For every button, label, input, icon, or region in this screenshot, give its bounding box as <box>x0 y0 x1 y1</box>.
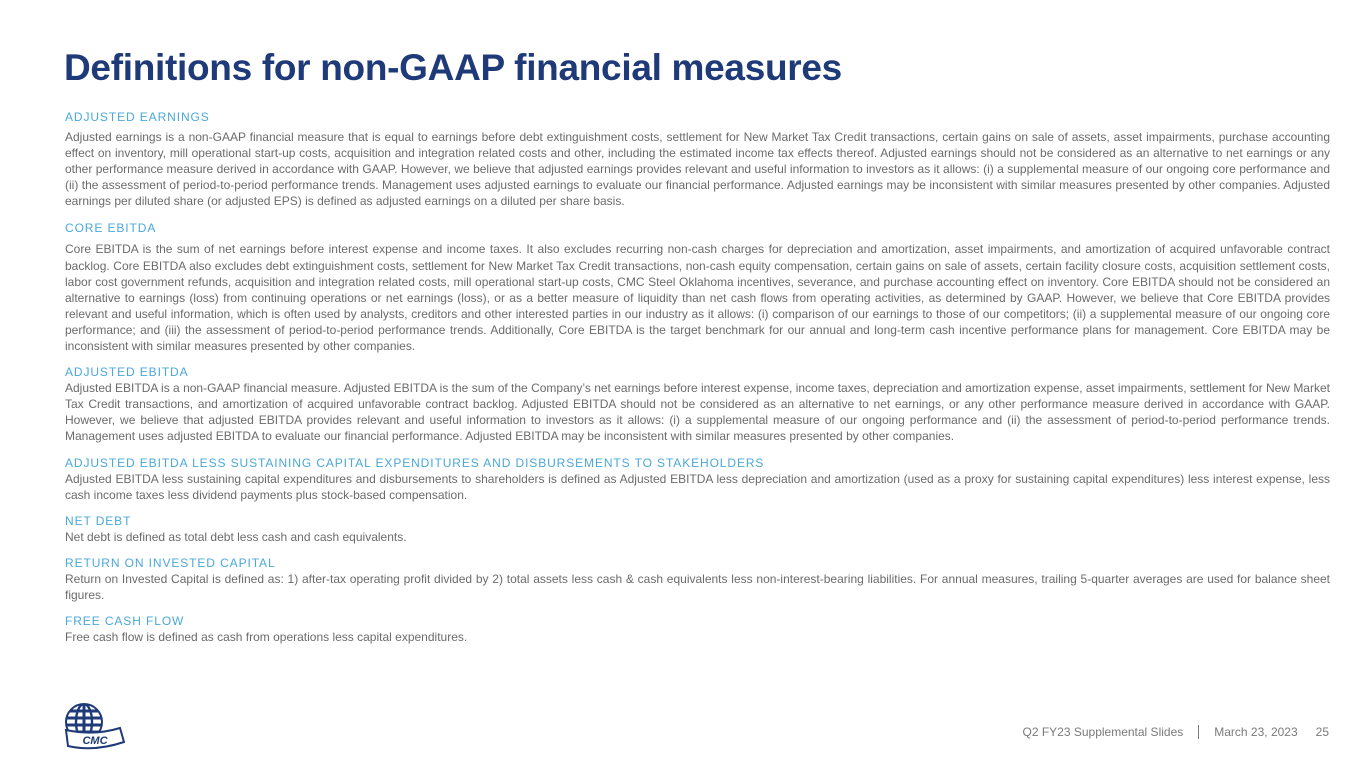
section-free-cash-flow <box>65 614 1330 645</box>
section-body: Adjusted EBITDA is a non-GAAP financial measure. Adjusted EBITDA is the sum of the Company’s net earnings before interest expense, income taxes, depreciation and amortization expense, asset impairments, settlement for New Market Tax Credit transactions, and amortization of acquired unfavorable contract backlog. Adjusted EBITDA should not be considered as an alternative to net earnings, or any other performance measure derived in accordance with GAAP. However, we believe that adjusted EBITDA provides relevant and useful information to investors as it allows: (i) a supplemental measure of our ongoing performance and (ii) the assessment of period-to-period performance trends. Management uses adjusted EBITDA to evaluate our financial performance. Adjusted EBITDA may be inconsistent with similar measures presented by other companies. <box>65 381 1330 444</box>
footer-divider <box>1198 725 1199 739</box>
section-net-debt <box>65 514 1330 545</box>
footer <box>1022 725 1329 739</box>
page-title: Definitions for non-GAAP financial measures <box>64 47 842 88</box>
logo-text: CMC <box>82 735 108 747</box>
section-adjusted-ebitda-less-capex <box>65 456 1330 503</box>
section-core-ebitda <box>65 221 1330 354</box>
page-number: 25 <box>1315 725 1329 739</box>
section-body: Adjusted EBITDA less sustaining capital expenditures and disbursements to shareholders is defined as Adjusted EBITDA less depreciation and amortization (used as a proxy for sustaining capital expenditures) less interest expense, less cash income taxes less dividend payments plus stock-based compensation. <box>65 471 1330 502</box>
globe-logo-icon <box>64 702 128 756</box>
section-heading: FREE CASH FLOW <box>65 613 185 628</box>
section-adjusted-ebitda <box>65 365 1330 444</box>
section-body: Core EBITDA is the sum of net earnings before interest expense and income taxes. It also excludes recurring non-cash charges for depreciation and amortization, asset impairments, and amortization of acquired unfavorable contract backlog. Core EBITDA also excludes debt extinguishment costs, settlement for New Market Tax Credit transactions, non-cash equity compensation, certain gains on sale of assets, certain facility closure costs, acquisition settlement costs, labor cost government refunds, acquisition and integration related costs, mill operational start-up costs, CMC Steel Oklahoma incentives, severance, and purchase accounting effect on inventory. Core EBITDA should not be considered an alternative to earnings (loss) from continuing operations or net earnings (loss), or as a better measure of liquidity than net cash flows from operating activities, as determined by GAAP. However, we believe that Core EBITDA provides relevant and useful information, which is often used by analysts, creditors and other interested parties in our industry as it allows: (i) comparison of our earnings to those of our competitors; (ii) a supplemental measure of our ongoing core performance; and (iii) the assessment of period-to-period performance trends. Additionally, Core EBITDA is the target benchmark for our annual and long-term cash incentive performance plans for management. Core EBITDA may be inconsistent with similar measures presented by other companies. <box>65 242 1330 354</box>
footer-deck-title: Q2 FY23 Supplemental Slides <box>1022 725 1184 739</box>
section-heading: RETURN ON INVESTED CAPITAL <box>65 555 276 570</box>
section-body: Adjusted earnings is a non-GAAP financial measure that is equal to earnings before debt extinguishment costs, settlement for New Market Tax Credit transactions, certain gains on sale of assets, asset impairments, purchase accounting effect on inventory, mill operational start-up costs, acquisition and integration related costs and other, including the estimated income tax effects thereof. Adjusted earnings should not be considered as an alternative to net earnings or any other performance measure derived in accordance with GAAP. However, we believe that adjusted earnings provides relevant and useful information to investors as it allows: (i) a supplemental measure of our ongoing core performance and (ii) the assessment of period-to-period performance trends. Management uses adjusted earnings to evaluate our financial performance. Adjusted earnings may be inconsistent with similar measures presented by other companies. Adjusted earnings per diluted share (or adjusted EPS) is defined as adjusted earnings on a diluted per share basis. <box>65 130 1330 209</box>
section-roic <box>65 556 1330 603</box>
section-heading: CORE EBITDA <box>65 221 157 236</box>
section-heading: NET DEBT <box>65 513 132 528</box>
section-adjusted-earnings <box>65 110 1330 209</box>
section-body: Free cash flow is defined as cash from operations less capital expenditures. <box>65 629 468 644</box>
section-heading: ADJUSTED EBITDA <box>65 365 189 380</box>
cmc-logo <box>64 702 128 756</box>
section-body: Net debt is defined as total debt less cash and cash equivalents. <box>65 529 407 544</box>
section-heading: ADJUSTED EBITDA LESS SUSTAINING CAPITAL EXPENDITURES AND DISBURSEMENTS TO STAKEHOLDERS <box>65 455 765 470</box>
definitions-list <box>65 110 1330 645</box>
section-heading: ADJUSTED EARNINGS <box>65 110 210 124</box>
section-body: Return on Invested Capital is defined as: 1) after-tax operating profit divided by 2) total assets less cash & cash equivalents less non-interest-bearing liabilities. For annual measures, trailing 5-quarter averages are used for balance sheet figures. <box>65 571 1330 602</box>
footer-date: March 23, 2023 <box>1214 725 1298 739</box>
